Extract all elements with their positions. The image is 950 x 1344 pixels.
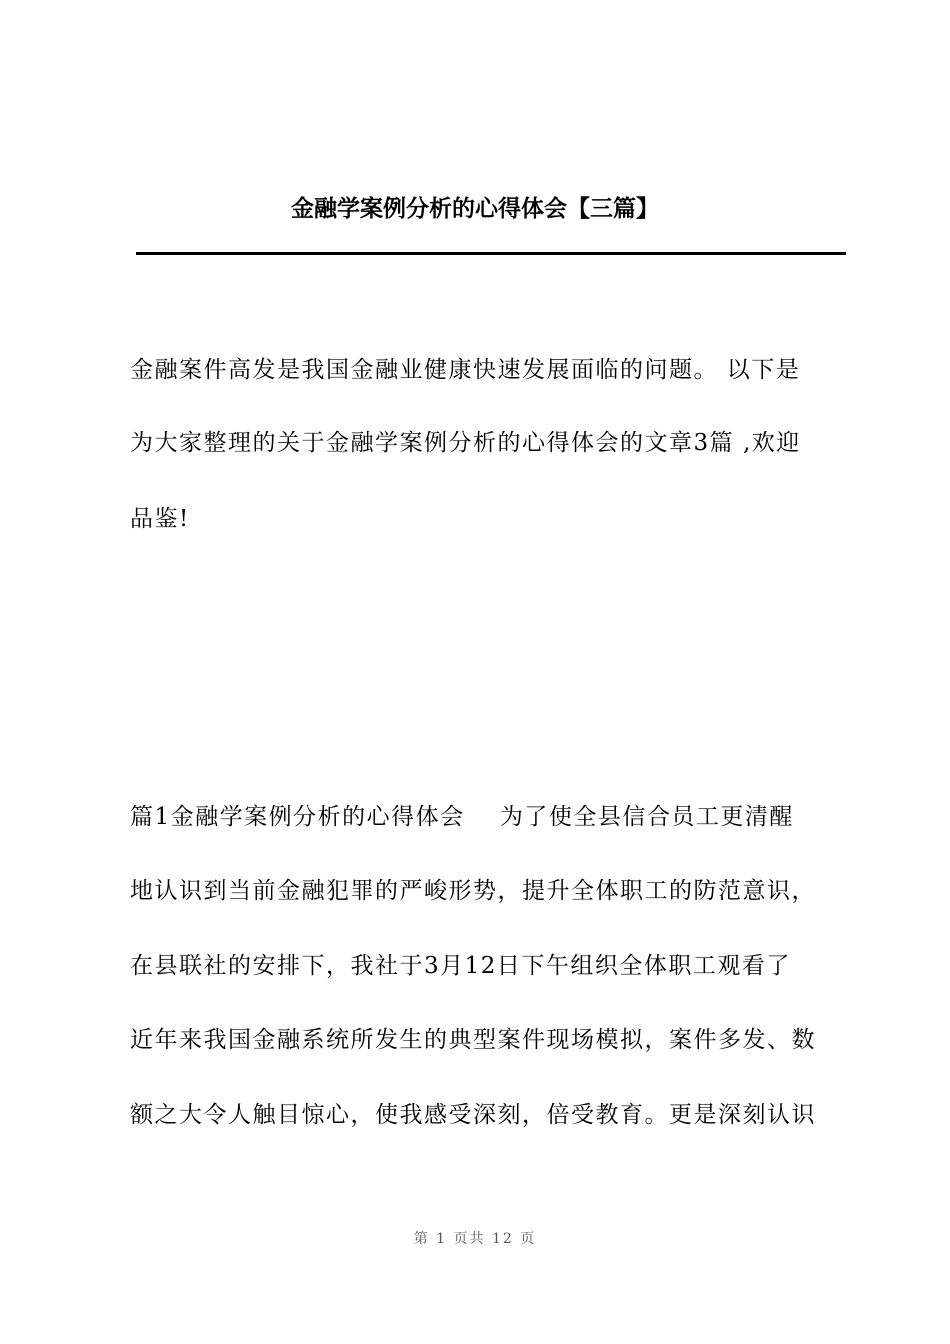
section1-line-3: 在县联社的安排下，我社于3月12日下午组织全体职工观看了 (130, 953, 791, 979)
section1-line-1: 篇1金融学案例分析的心得体会 为了使全县信合员工更清醒 (130, 804, 794, 830)
section1-line-2: 地认识到当前金融犯罪的严峻形势，提升全体职工的防范意识， (130, 878, 816, 904)
intro-line-3: 品鉴! (130, 506, 190, 532)
intro-line-2: 为大家整理的关于金融学案例分析的心得体会的文章3篇 ,欢迎 (130, 430, 801, 456)
section1-line-5: 额之大令人触目惊心，使我感受深刻，倍受教育。更是深刻认识 (130, 1102, 816, 1128)
section1-line-4: 近年来我国金融系统所发生的典型案件现场模拟，案件多发、数 (130, 1027, 816, 1053)
intro-line-1: 金融案件高发是我国金融业健康快速发展面临的问题。 以下是 (130, 357, 801, 383)
title-underline (136, 252, 846, 255)
document-title: 金融学案例分析的心得体会【三篇】 (291, 196, 659, 222)
page-footer: 第 1 页共 12 页 (413, 1231, 537, 1247)
